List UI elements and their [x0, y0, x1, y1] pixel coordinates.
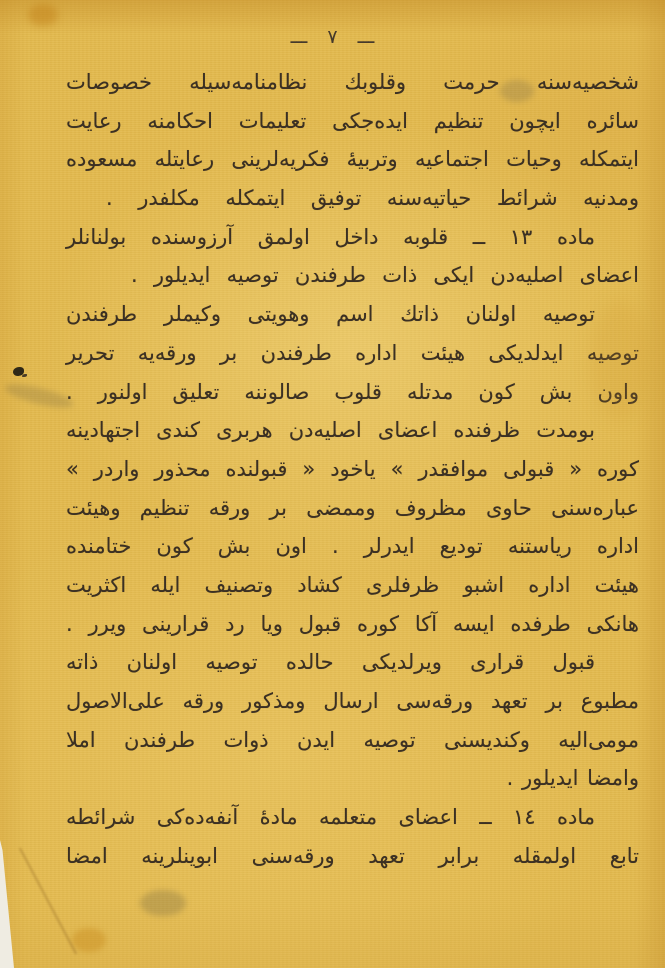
text-line: توصيه اولنان ذاتك اسم وهويتى وكيملر طرفندن [66, 302, 595, 327]
text-line: اداره رياستنه توديع ايدرلر . اون بش كون ختامنده [66, 534, 639, 559]
text-line-article-14: ماده ١٤ ــ اعضاى متعلمه مادهٔ آنفه‌ده‌كى شرائطه [66, 805, 595, 830]
paper-stain [28, 4, 58, 26]
body-text [66, 63, 639, 875]
paper-stain [590, 300, 650, 420]
text-line: ايتمكله وحيات اجتماعيه وتربيهٔ فكريه‌لرينى رعايتله مسعوده [66, 147, 639, 172]
text-line: قبول قرارى ويرلديكى حالده توصيه اولنان ذاته [66, 650, 595, 675]
text-line: بومدت ظرفنده اعضاى اصليه‌دن هربرى كندى اجتهادينه [66, 418, 595, 443]
paper-smudge [140, 890, 186, 916]
text-line-article-13: ماده ١٣ ــ قلوبه داخل اولمق آرزوسنده بولنانلر [66, 224, 595, 249]
text-line: شخصيه‌سنه حرمت وقلوبك نظامنامه‌سيله خصوصات [66, 70, 639, 94]
text-line: مطبوع بر تعهد ورقه‌سى ارسال ومذكور ورقه على‌الاصول [66, 689, 639, 713]
text-line: كوره « قبولى موافقدر » ياخود « قبولنده محذور واردر » [66, 456, 639, 481]
paper-stain [72, 928, 106, 952]
text-line: هيئت اداره اشبو ظرفلرى كشاد وتصنيف ايله اكثريت [66, 572, 639, 597]
text-line: سائره ايچون تنظيم ايده‌جكى تعليمات احكامنه رعايت [66, 108, 639, 133]
text-line: ومدنيه شرائط حياتيه‌سنه توفيق ايتمكله مكلفدر . [106, 186, 639, 211]
text-line: عباره‌سنى حاوى مظروف وممضى بر ورقه تنظيم وهيئت [66, 495, 639, 520]
text-line: وامضا ايديلور . [506, 766, 639, 791]
text-line: واون بش كون مدتله قلوب صالوننه تعليق اولنور . [66, 379, 639, 404]
text-line: هانكى طرفده ايسه آكا كوره قبول ويا رد قرارينى ويرر . [66, 611, 639, 636]
paper-edge [0, 840, 14, 968]
text-line: مومى‌اليه وكنديسنى توصيه ايدن ذوات طرفندن املا [66, 727, 639, 752]
text-line: اعضاى اصليه‌دن ايكى ذات طرفندن توصيه ايديلور . [131, 263, 639, 288]
paper-smudge [500, 80, 534, 102]
text-line: توصيه ايدلديكى هيئت اداره طرفندن بر ورقه‌يه تحرير [66, 340, 639, 365]
ink-blot [13, 367, 24, 376]
text-line: تابع اولمقله برابر تعهد ورقه‌سنى ابوينلرينه امضا [66, 843, 639, 868]
ink-smudge [3, 380, 75, 412]
page-number: ـــ ٧ ـــ [290, 26, 375, 48]
